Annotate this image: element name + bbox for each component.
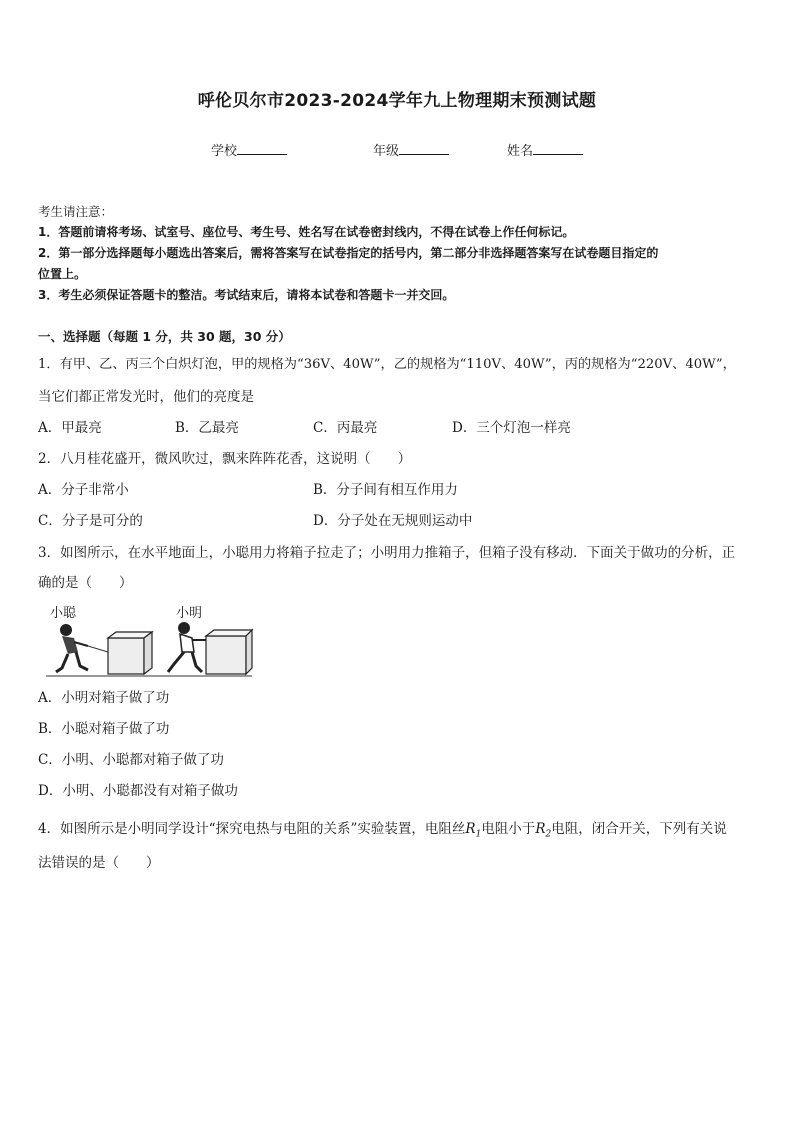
r2-letter: R — [535, 821, 546, 837]
r1-letter: R — [465, 821, 476, 837]
q3-option-d[interactable]: D．小明、小聪都没有对箱子做功 — [38, 783, 238, 799]
q2-option-b[interactable]: B．分子间有相互作用力 — [313, 482, 458, 498]
q3-stem-line2: 确的是（ ） — [38, 575, 133, 591]
r2-symbol — [535, 821, 552, 840]
grade-field[interactable] — [373, 140, 449, 159]
q1-option-a[interactable]: A．甲最亮 — [38, 420, 102, 436]
q1-stem-line2: 当它们都正常发光时，他们的亮度是 — [38, 389, 254, 405]
q1-stem-line1: 1．有甲、乙、丙三个白炽灯泡，甲的规格为“36V、40W”，乙的规格为“110V、40W”，丙的规格为“220V、40W”， — [38, 357, 736, 372]
school-blank[interactable] — [237, 142, 287, 155]
r1-subscript: 1 — [475, 829, 482, 840]
notice-item-1: 1．答题前请将考场、试室号、座位号、考生号、姓名写在试卷密封线内，不得在试卷上作任何标记。 — [38, 225, 575, 239]
school-field[interactable] — [211, 140, 287, 159]
q3-option-a[interactable]: A．小明对箱子做了功 — [38, 690, 170, 706]
q1-option-d[interactable]: D．三个灯泡一样亮 — [452, 420, 571, 436]
q4-stem-part-c: 电阻，闭合开关，下列有关说 — [551, 821, 727, 837]
q1-option-c[interactable]: C．丙最亮 — [313, 420, 378, 436]
page-title: 呼伦贝尔市2023-2024学年九上物理期末预测试题 — [197, 91, 597, 111]
name-blank[interactable] — [533, 142, 583, 155]
school-label: 学校 — [211, 144, 238, 159]
name-field[interactable] — [507, 140, 583, 159]
q3-option-c[interactable]: C．小明、小聪都对箱子做了功 — [38, 752, 224, 768]
box-right-icon — [206, 630, 252, 674]
q4-stem-part-a: 4．如图所示是小明同学设计“探究电热与电阻的关系”实验装置，电阻丝 — [38, 821, 466, 837]
q3-figure — [44, 602, 256, 680]
q4-stem-line1 — [38, 817, 727, 840]
grade-blank[interactable] — [399, 142, 449, 155]
notice-item-3: 3．考生必须保证答题卡的整洁。考试结束后，请将本试卷和答题卡一并交回。 — [38, 288, 455, 302]
fig-label-xiaoming: 小明 — [176, 606, 203, 621]
name-label: 姓名 — [507, 144, 534, 159]
notice-item-2-cont: 位置上。 — [38, 267, 87, 281]
notice-heading: 考生请注意： — [38, 204, 114, 219]
pushing-person-icon — [168, 622, 206, 672]
q4-stem-line2: 法错误的是（ ） — [38, 855, 160, 871]
student-info-row — [0, 140, 794, 160]
pull-push-illustration — [44, 602, 256, 680]
r1-symbol — [465, 821, 482, 840]
grade-label: 年级 — [373, 144, 400, 159]
q4-stem-part-b: 电阻小于 — [481, 821, 536, 837]
box-left-icon — [108, 632, 152, 674]
q2-stem: 2．八月桂花盛开，微风吹过，飘来阵阵花香，这说明（ ） — [38, 451, 412, 467]
notice-block — [38, 201, 758, 306]
section-heading: 一、选择题（每题 1 分，共 30 题，30 分） — [38, 329, 291, 344]
q2-option-a[interactable]: A．分子非常小 — [38, 482, 129, 498]
r2-subscript: 2 — [545, 829, 552, 840]
q2-option-d[interactable]: D．分子处在无规则运动中 — [313, 513, 473, 529]
notice-item-2: 2．第一部分选择题每小题选出答案后，需将答案写在试卷指定的括号内，第二部分非选择题答案写在试卷题目指定的 — [38, 246, 659, 260]
pulling-person-icon — [56, 624, 88, 672]
q3-option-b[interactable]: B．小聪对箱子做了功 — [38, 721, 170, 737]
q3-stem-line1: 3．如图所示，在水平地面上，小聪用力将箱子拉走了；小明用力推箱子，但箱子没有移动．下面关于做功的分析，正 — [38, 545, 736, 561]
q1-option-b[interactable]: B．乙最亮 — [175, 420, 239, 436]
q2-option-c[interactable]: C．分子是可分的 — [38, 513, 143, 529]
fig-label-xiaocong: 小聪 — [50, 606, 77, 621]
